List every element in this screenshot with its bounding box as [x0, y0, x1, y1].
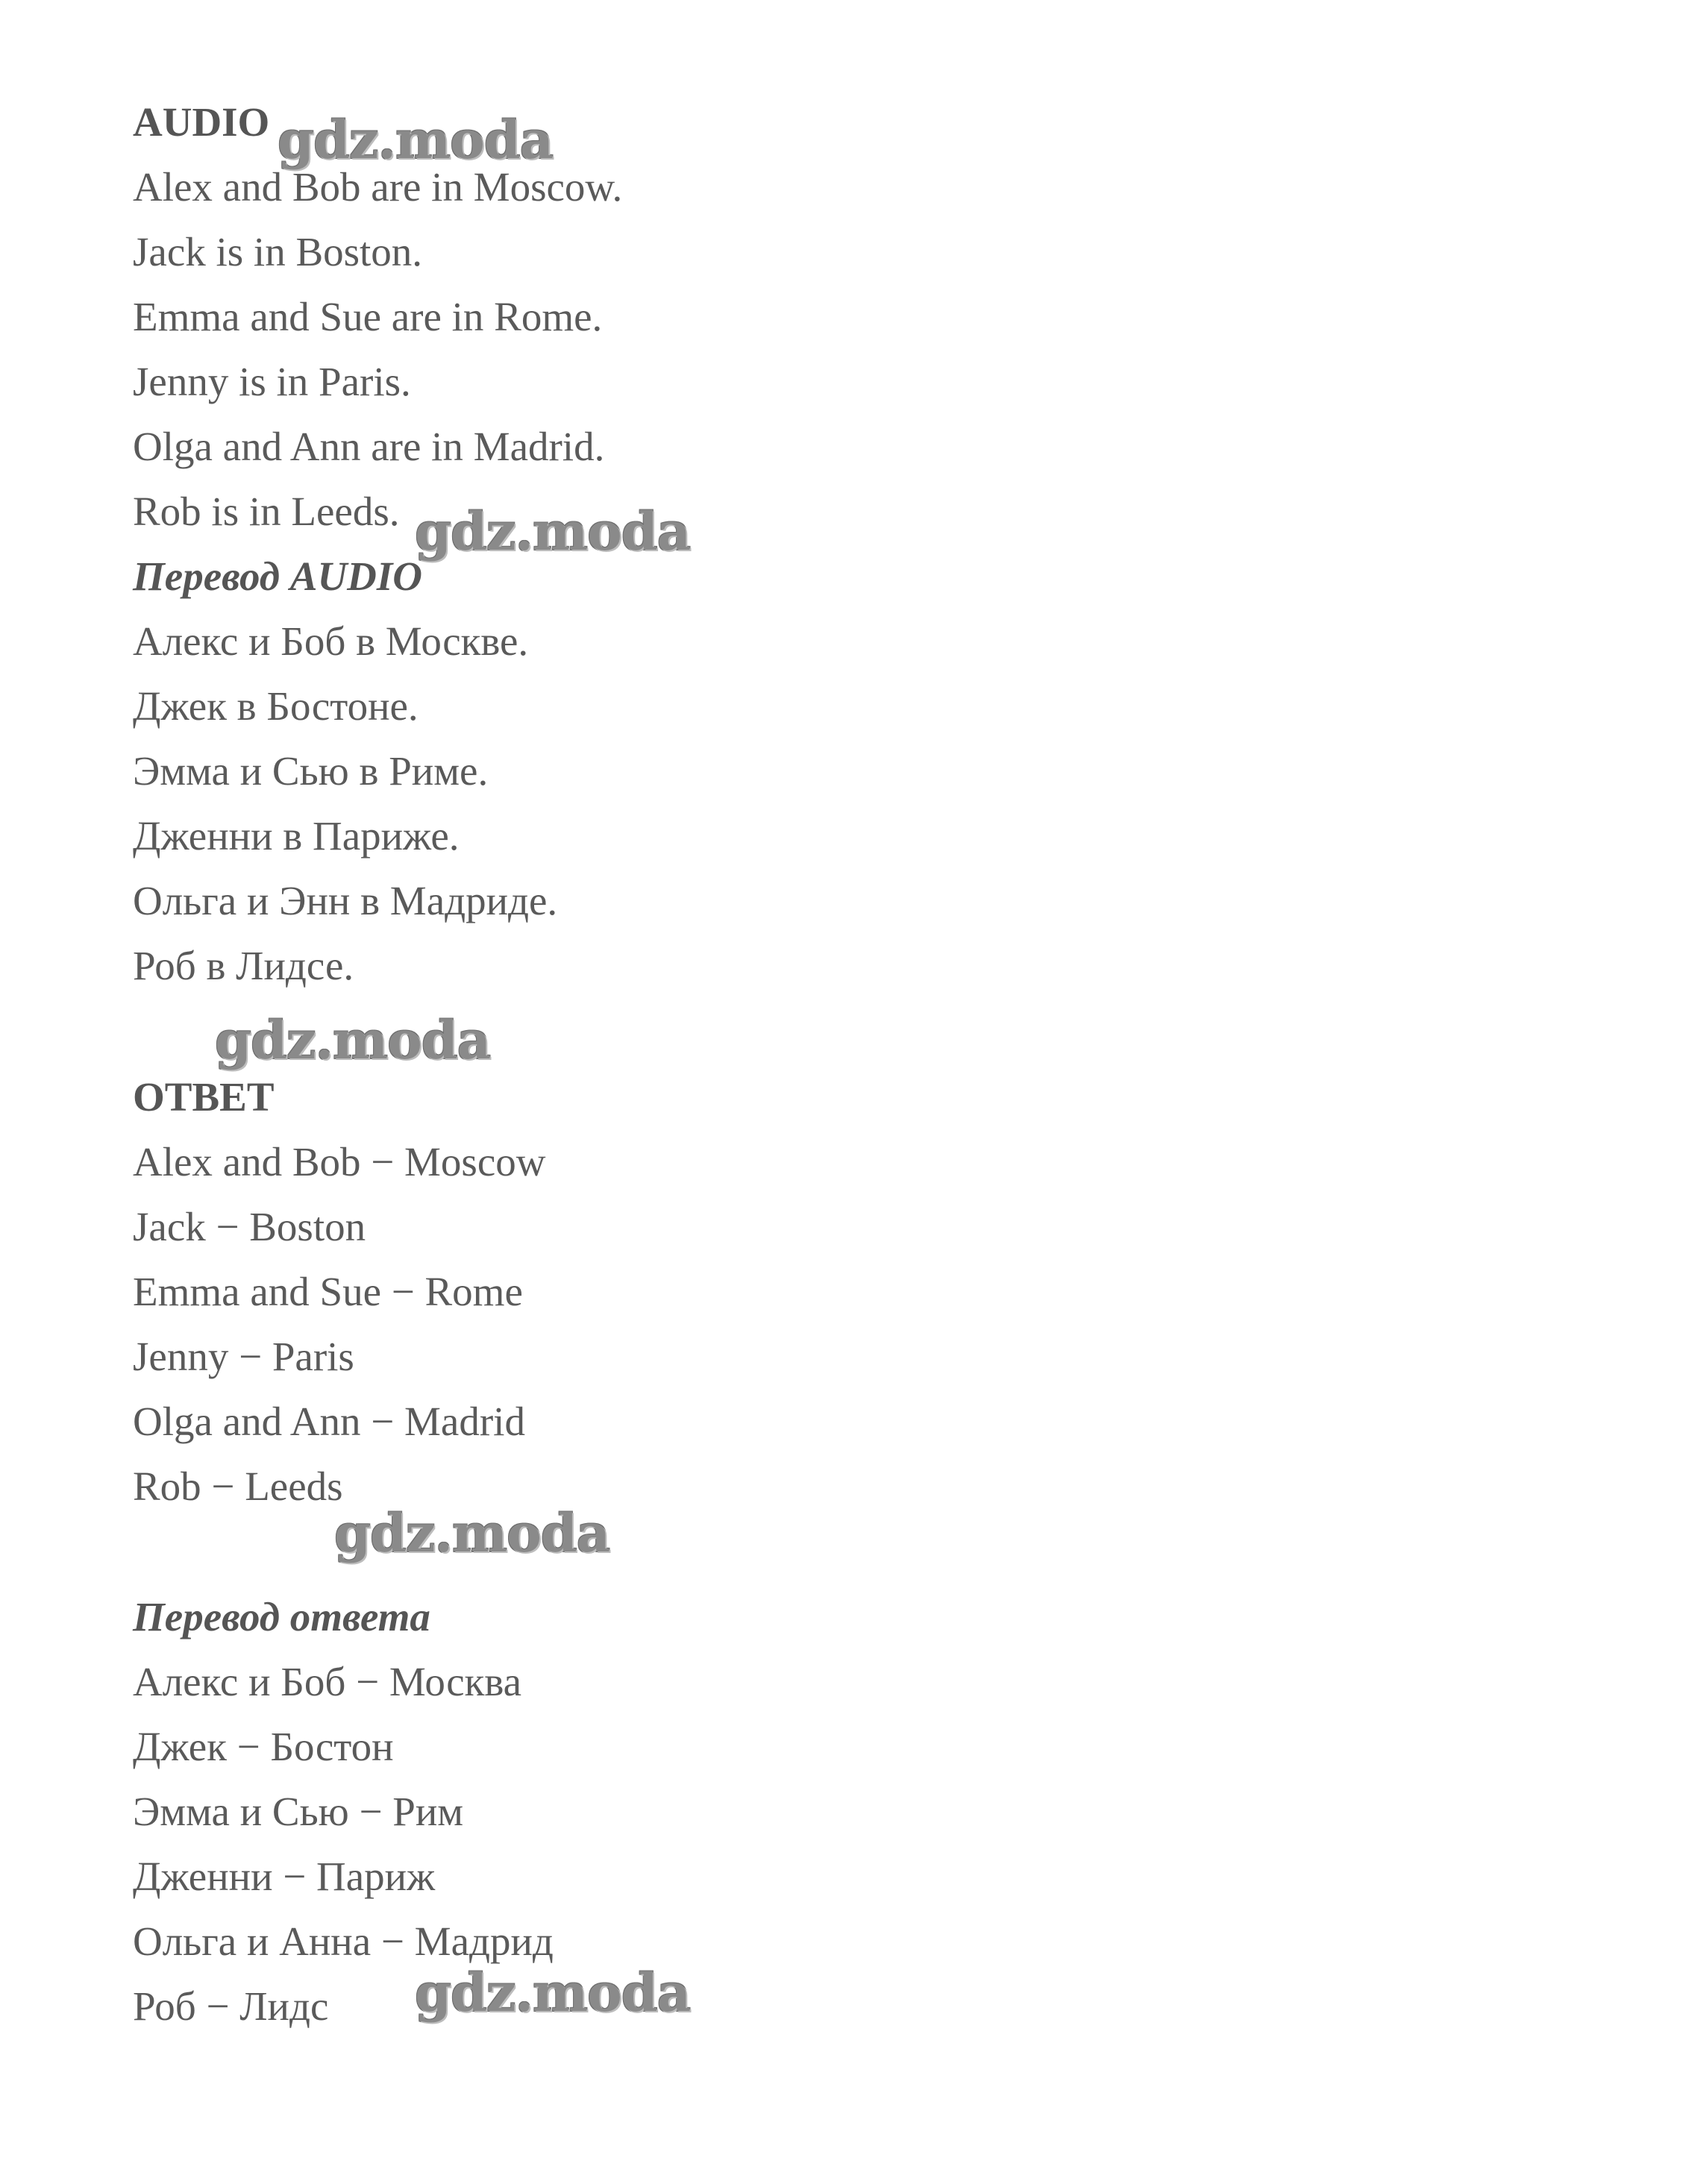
- audio-translation-line: Эмма и Сью в Риме.: [133, 748, 489, 794]
- answer-translation-line: Роб − Лидс: [133, 1983, 329, 2029]
- audio-translation-line: Ольга и Энн в Мадриде.: [133, 878, 558, 923]
- answer-translation-line: Алекс и Боб − Москва: [133, 1659, 522, 1704]
- audio-translation-line: Дженни в Париже.: [133, 813, 460, 859]
- audio-translation-heading: Перевод AUDIO: [133, 553, 423, 599]
- audio-translation-line: Роб в Лидсе.: [133, 943, 354, 988]
- answer-translation-line: Ольга и Анна − Мадрид: [133, 1918, 554, 1964]
- audio-line: Alex and Bob are in Moscow.: [133, 164, 623, 210]
- audio-line: Rob is in Leeds.: [133, 489, 400, 534]
- watermark: gdz.moda: [278, 109, 554, 171]
- answer-translation-line: Дженни − Париж: [133, 1854, 436, 1899]
- answer-line: Rob − Leeds: [133, 1463, 343, 1509]
- answer-heading: ОТВЕТ: [133, 1074, 275, 1120]
- watermark: gdz.moda: [215, 1009, 491, 1071]
- answer-line: Jack − Boston: [133, 1204, 366, 1249]
- audio-line: Jack is in Boston.: [133, 229, 423, 274]
- answer-line: Jenny − Paris: [133, 1334, 354, 1379]
- audio-translation-line: Джек в Бостоне.: [133, 683, 419, 729]
- answer-translation-line: Джек − Бостон: [133, 1724, 394, 1769]
- answer-translation-heading: Перевод ответа: [133, 1594, 430, 1639]
- audio-line: Olga and Ann are in Madrid.: [133, 424, 605, 469]
- watermark: gdz.moda: [415, 501, 691, 562]
- watermark: gdz.moda: [334, 1502, 610, 1564]
- answer-line: Alex and Bob − Moscow: [133, 1139, 546, 1184]
- audio-heading: AUDIO: [133, 99, 270, 145]
- audio-translation-line: Алекс и Боб в Москве.: [133, 618, 529, 664]
- audio-line: Emma and Sue are in Rome.: [133, 294, 603, 339]
- audio-line: Jenny is in Paris.: [133, 359, 411, 404]
- answer-translation-line: Эмма и Сью − Рим: [133, 1789, 464, 1834]
- answer-line: Emma and Sue − Rome: [133, 1269, 523, 1314]
- answer-line: Olga and Ann − Madrid: [133, 1399, 525, 1444]
- watermark: gdz.moda: [415, 1962, 691, 2024]
